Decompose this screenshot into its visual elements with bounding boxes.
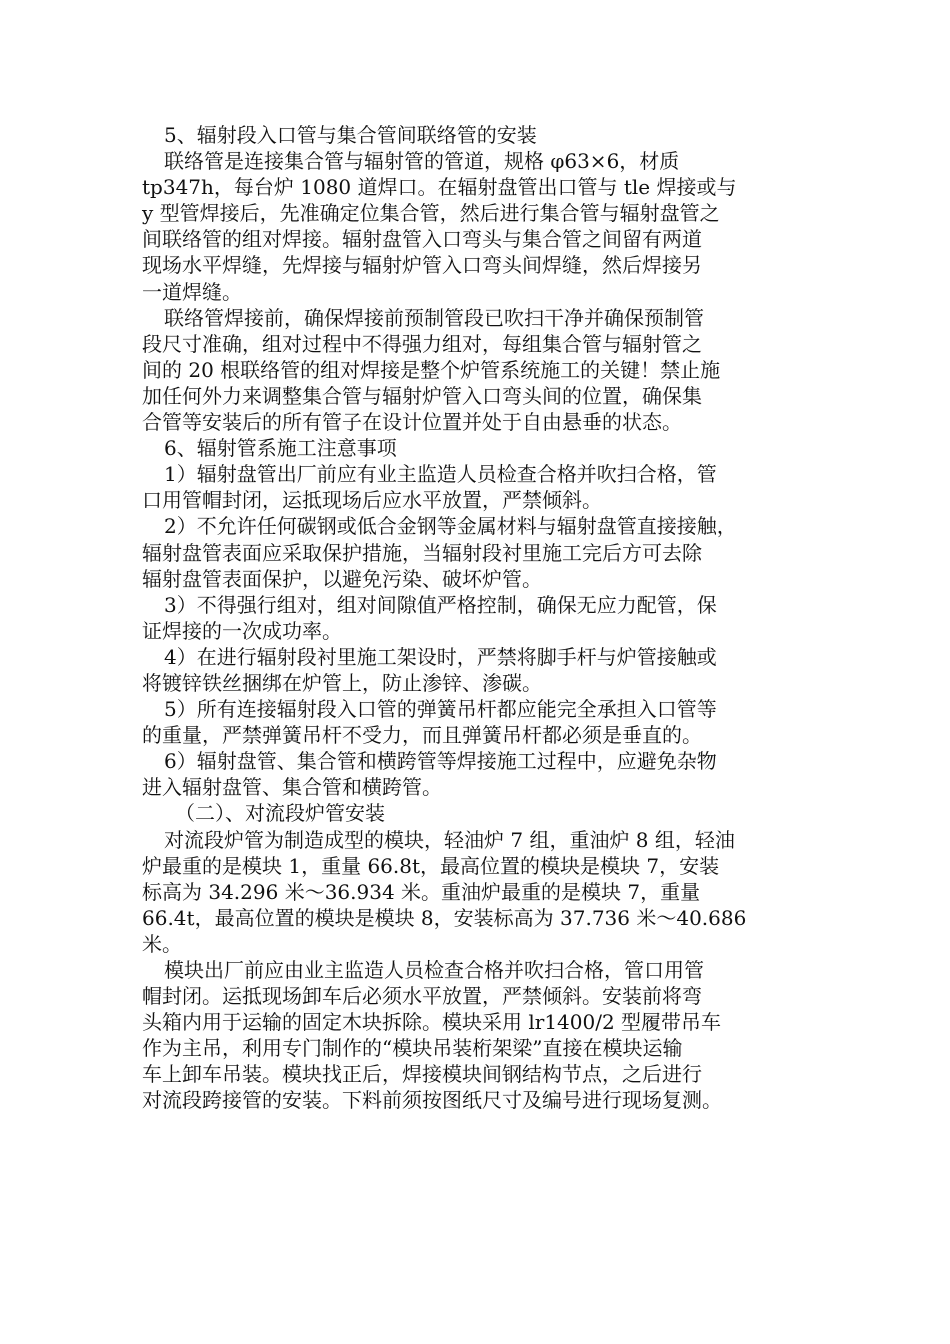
text-line: 3）不得强行组对，组对间隙值严格控制，确保无应力配管，保 [164,592,717,617]
text-line: 4）在进行辐射段衬里施工架设时，严禁将脚手杆与炉管接触或 [164,644,717,669]
text-line: 对流段炉管为制造成型的模块，轻油炉 7 组，重油炉 8 组，轻油 [164,827,735,852]
text-line: 头箱内用于运输的固定木块拆除。模块采用 lr1400/2 型履带吊车 [142,1010,722,1035]
text-line: 2）不允许任何碳钢或低合金钢等金属材料与辐射盘管直接接触， [164,514,737,539]
text-line: 进入辐射盘管、集合管和横跨管。 [142,775,442,800]
text-line: 炉最重的是模块 1，重量 66.8t，最高位置的模块是模块 7，安装 [142,853,720,878]
text-line: 6、辐射管系施工注意事项 [164,436,397,461]
text-line: 模块出厂前应由业主监造人员检查合格并吹扫合格，管口用管 [164,958,704,982]
text-line: 标高为 34.296 米～36.934 米。重油炉最重的是模块 7，重量 [142,879,701,904]
text-line: 5、辐射段入口管与集合管间联络管的安装 [164,123,537,147]
text-line: 6）辐射盘管、集合管和横跨管等焊接施工过程中，应避免杂物 [164,749,717,774]
text-line: 口用管帽封闭，运抵现场后应水平放置，严禁倾斜。 [142,488,602,513]
text-line: 间联络管的组对焊接。辐射盘管入口弯头与集合管之间留有两道 [142,227,702,252]
text-line: tp347h，每台炉 1080 道焊口。在辐射盘管出口管与 tle 焊接或与 [142,175,737,200]
text-line: 1）辐射盘管出厂前应有业主监造人员检查合格并吹扫合格，管 [164,462,717,487]
text-line: 辐射盘管表面应采取保护措施，当辐射段衬里施工完后方可去除 [142,540,702,565]
text-line: 辐射盘管表面保护，以避免污染、破坏炉管。 [142,566,542,591]
text-line: 帽封闭。运抵现场卸车后必须水平放置，严禁倾斜。安装前将弯 [142,984,702,1009]
text-line: 证焊接的一次成功率。 [142,618,342,643]
text-line: 5）所有连接辐射段入口管的弹簧吊杆都应能完全承担入口管等 [164,697,717,722]
text-line: 将镀锌铁丝捆绑在炉管上，防止渗锌、渗碳。 [142,670,542,695]
text-line: 米。 [142,931,182,956]
text-line: （二）、对流段炉管安装 [175,801,385,826]
text-line: 现场水平焊缝，先焊接与辐射炉管入口弯头间焊缝，然后焊接另 [142,253,702,278]
text-line: 作为主吊，利用专门制作的“模块吊装桁架梁”直接在模块运输 [142,1036,683,1061]
text-line: 段尺寸准确，组对过程中不得强力组对，每组集合管与辐射管之 [142,331,702,356]
text-line: 一道焊缝。 [142,279,242,304]
text-line: 联络管是连接集合管与辐射管的管道，规格 φ63×6，材质 [164,149,680,174]
text-line: 车上卸车吊装。模块找正后，焊接模块间钢结构节点，之后进行 [142,1062,702,1087]
text-line: 加任何外力来调整集合管与辐射炉管入口弯头间的位置，确保集 [142,383,702,408]
document-page [142,122,797,1114]
text-line: 合管等安装后的所有管子在设计位置并处于自由悬垂的状态。 [142,410,682,435]
text-line: 66.4t，最高位置的模块是模块 8，安装标高为 37.736 米～40.686 [142,905,747,930]
text-line: 联络管焊接前，确保焊接前预制管段已吹扫干净并确保预制管 [164,305,704,330]
text-line: 间的 20 根联络管的组对焊接是整个炉管系统施工的关键！禁止施 [142,357,721,382]
text-line: y 型管焊接后，先准确定位集合管，然后进行集合管与辐射盘管之 [142,201,720,226]
text-line: 的重量，严禁弹簧吊杆不受力，而且弹簧吊杆都必须是垂直的。 [142,723,702,748]
text-line: 对流段跨接管的安装。下料前须按图纸尺寸及编号进行现场复测。 [142,1088,722,1113]
